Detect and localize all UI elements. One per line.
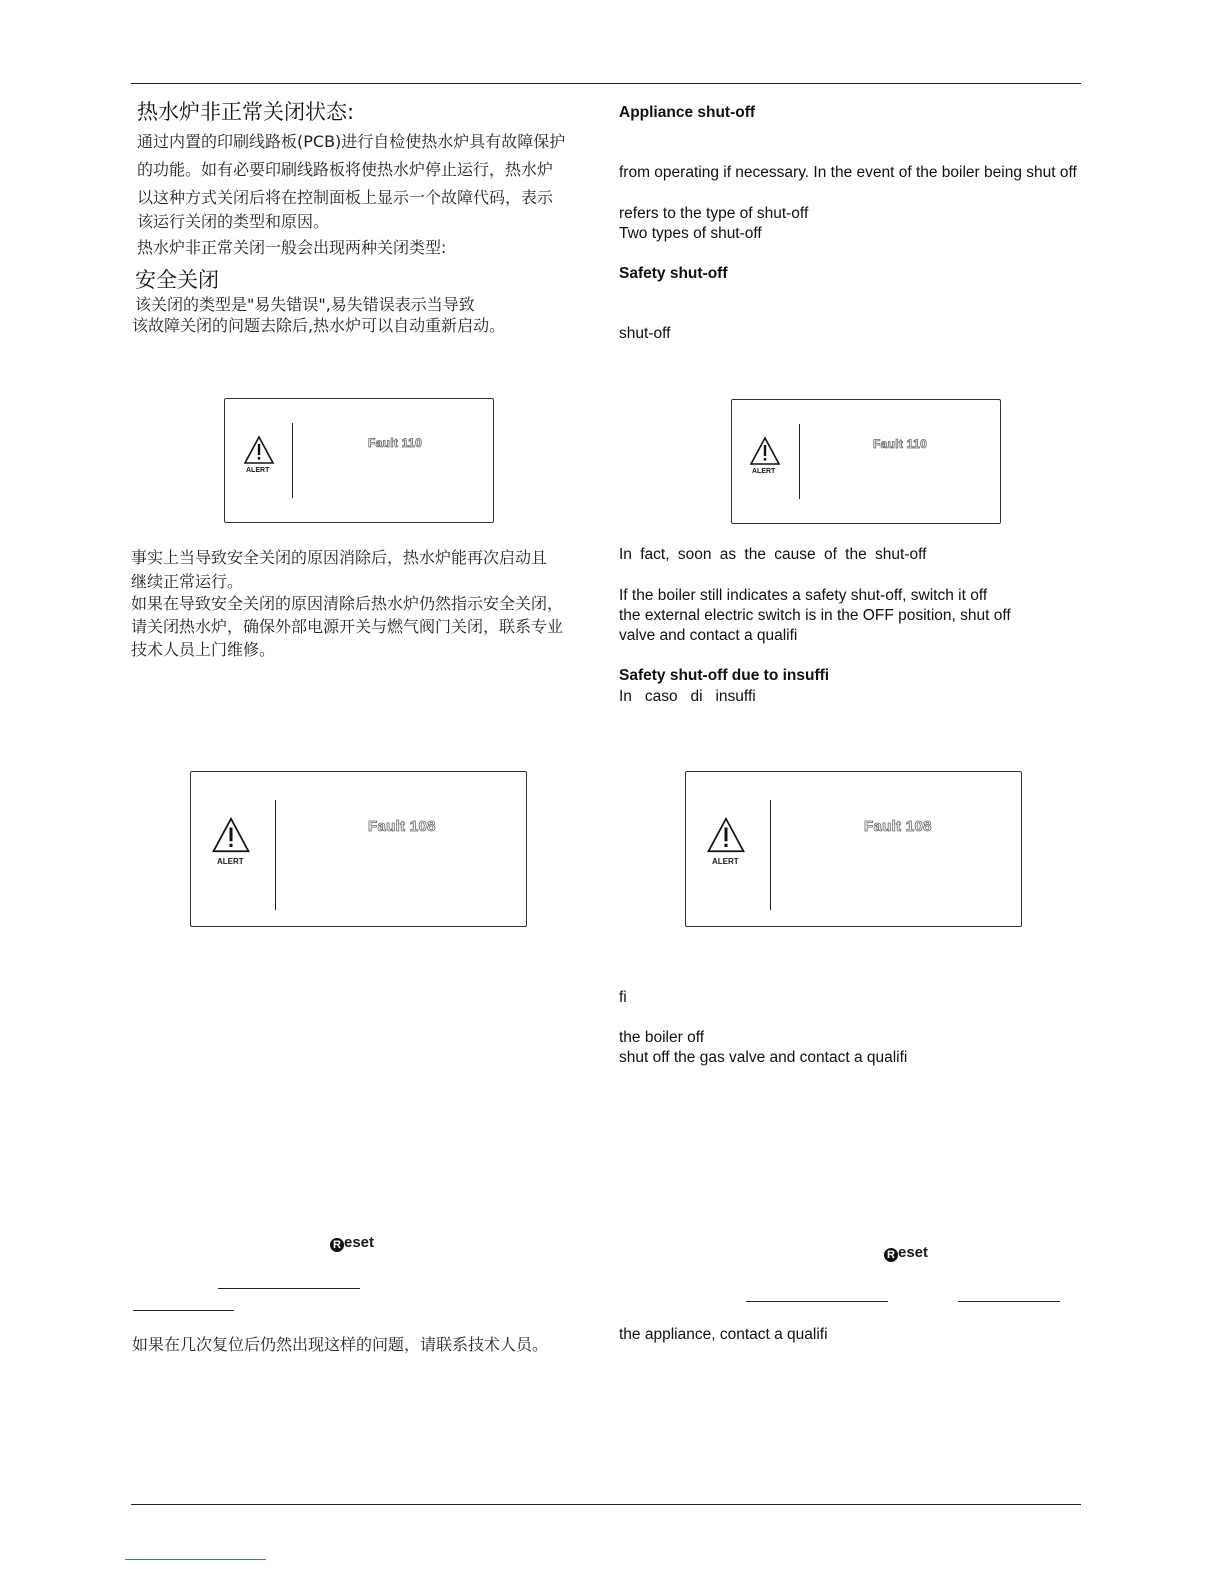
alert-label: ALERT <box>246 467 270 474</box>
right-underline-2 <box>958 1301 1060 1302</box>
left-intro-line-3: 以这种方式关闭后将在控制面板上显示一个故障代码，表示 <box>137 188 554 207</box>
fault-code: Fault 108 <box>368 818 436 835</box>
panel-divider <box>799 424 800 499</box>
right-line-1: from operating if necessary. In the event of the boiler being shut off <box>619 164 1077 181</box>
right-reset-label <box>884 1244 928 1262</box>
footer-link-underline <box>125 1559 266 1560</box>
left-after-line-4: 请关闭热水炉，确保外部电源开关与燃气阀门关闭，联系专业 <box>131 617 564 636</box>
left-underline-2 <box>133 1310 234 1311</box>
panel-divider <box>275 800 276 910</box>
right-line-3: Two types of shut-off <box>619 225 762 242</box>
left-intro-line-5: 热水炉非正常关闭一般会出现两种关闭类型: <box>137 238 447 257</box>
left-intro-line-1: 通过内置的印刷线路板(PCB)进行自检使热水炉具有故障保护 <box>137 132 566 151</box>
right-heading-safety-shutoff: Safety shut-off <box>619 265 728 282</box>
left-bottom-line: 如果在几次复位后仍然出现这样的问题，请联系技术人员。 <box>132 1335 549 1354</box>
right-underline-1 <box>746 1301 888 1302</box>
right-line-4: shut-off <box>619 325 671 342</box>
reset-icon: R <box>330 1238 344 1252</box>
right-appliance-line: the appliance, contact a qualifi <box>619 1326 828 1343</box>
alert-label: ALERT <box>752 468 776 475</box>
right-reset-text: eset <box>898 1244 929 1261</box>
display-panel-fault-110-left <box>224 398 494 523</box>
alert-label: ALERT <box>712 857 739 866</box>
left-after-line-2: 继续正常运行。 <box>131 572 244 591</box>
alert-triangle-icon <box>706 816 746 854</box>
right-gas-valve-line: shut off the gas valve and contact a qualifi <box>619 1049 908 1066</box>
right-after-line-4: valve and contact a qualifi <box>619 627 798 644</box>
display-panel-fault-108-right <box>685 771 1022 927</box>
left-after-line-5: 技术人员上门维修。 <box>131 640 276 659</box>
right-after-line-3: the external electric switch is in the OFF position, shut off <box>619 607 1011 624</box>
alert-triangle-icon <box>243 435 275 465</box>
right-after-line-2: If the boiler still indicates a safety shut-off, switch it off <box>619 587 988 604</box>
left-after-line-3: 如果在导致安全关闭的原因清除后热水炉仍然指示安全关闭， <box>131 594 564 613</box>
display-panel-fault-110-right <box>731 399 1001 524</box>
reset-icon: R <box>884 1248 898 1262</box>
fault-code: Fault 108 <box>864 818 932 835</box>
left-heading-abnormal-shutoff: 热水炉非正常关闭状态: <box>137 100 355 124</box>
top-rule <box>131 83 1081 84</box>
right-boiler-off-line: the boiler off <box>619 1029 705 1046</box>
right-fi-line: fi <box>619 989 627 1006</box>
left-heading-safety-shutoff: 安全关闭 <box>135 268 219 292</box>
fault-code: Fault 110 <box>368 436 423 450</box>
fault-code: Fault 110 <box>873 437 928 451</box>
left-intro-line-4: 该运行关闭的类型和原因。 <box>137 212 330 231</box>
panel-divider <box>770 800 771 910</box>
right-line-2: refers to the type of shut-off <box>619 205 809 222</box>
left-underline-1 <box>218 1288 360 1289</box>
right-heading-insufficient: Safety shut-off due to insuffi <box>619 667 830 684</box>
alert-label: ALERT <box>217 857 244 866</box>
display-panel-fault-108-left <box>190 771 527 927</box>
panel-divider <box>292 423 293 498</box>
left-intro-line-2: 的功能。如有必要印刷线路板将使热水炉停止运行，热水炉 <box>137 160 554 179</box>
alert-triangle-icon <box>749 436 781 466</box>
right-insufficient-line: In caso di insuffi <box>619 688 756 705</box>
left-reset-label <box>330 1234 374 1252</box>
left-safety-line-1: 该关闭的类型是"易失错误",易失错误表示当导致 <box>135 295 475 314</box>
left-reset-text: eset <box>344 1234 375 1251</box>
right-heading-appliance-shutoff: Appliance shut-off <box>619 104 756 121</box>
left-after-line-1: 事实上当导致安全关闭的原因消除后，热水炉能再次启动且 <box>131 548 548 567</box>
left-safety-line-2: 该故障关闭的问题去除后,热水炉可以自动重新启动。 <box>132 316 506 335</box>
bottom-rule <box>131 1504 1081 1505</box>
alert-triangle-icon <box>211 816 251 854</box>
right-after-line-1: In fact, soon as the cause of the shut-off <box>619 546 927 563</box>
